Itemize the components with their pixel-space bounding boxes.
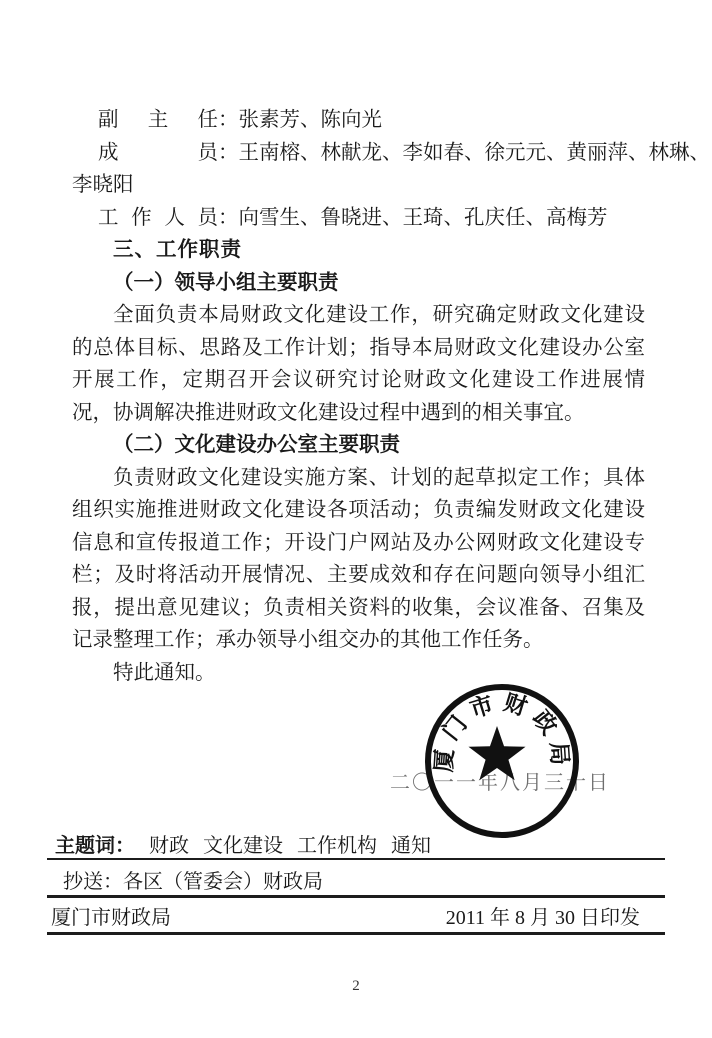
members-line <box>72 137 710 170</box>
subject-term: 工作机构 <box>297 835 377 857</box>
subsection-2-paragraph: 负责财政文化建设实施方案、计划的起草拟定工作；具体组织实施推进财政文化建设各项活动；负责编发财政文化建设信息和宣传报道工作；开设门户网站及办公网财政文化建设专栏；及时将活动开展情况、主要成效和存在问题向领导小组汇报，提出意见建议；负责相关资料的收集，会议准备、召集及记录整理工作；承办领导小组交办的其他工作任务。 <box>72 466 645 651</box>
subject-term: 通知 <box>391 835 431 857</box>
cc-value: 各区（管委会）财政局 <box>123 871 323 893</box>
section-heading-duties: 三、工作职责 <box>113 238 242 261</box>
footer-divider-middle <box>47 895 665 898</box>
subject-term: 文化建设 <box>203 835 283 857</box>
footer-divider-top <box>47 858 665 860</box>
document-body <box>72 104 710 689</box>
deputy-director-names: 张素芳、陈向光 <box>238 109 382 131</box>
deputy-director-line <box>72 104 645 137</box>
staff-label: 工作人员 <box>98 206 218 229</box>
issuer-name: 厦门市财政局 <box>51 907 171 929</box>
subject-keywords-label: 主题词： <box>55 835 135 857</box>
deputy-director-label: 副主任 <box>98 109 218 131</box>
colon: ： <box>218 141 239 164</box>
issuer-row <box>51 905 640 931</box>
staff-names: 向雪生、鲁晓进、王琦、孔庆任、高梅芳 <box>238 206 608 229</box>
colon: ： <box>218 109 239 131</box>
cc-label: 抄送： <box>63 871 123 893</box>
subsection-2-title: （二）文化建设办公室主要职责 <box>113 434 400 456</box>
subsection-1-paragraph: 全面负责本局财政文化建设工作，研究确定财政文化建设的总体目标、思路及工作计划；指导本局财政文化建设办公室开展工作，定期召开会议研究讨论财政文化建设工作进展情况，协调解决推进财政文化建设过程中遇到的相关事宜。 <box>72 304 645 424</box>
members-names-line1: 王南榕、林献龙、李如春、徐元元、黄丽萍、林琳、 <box>238 141 710 164</box>
subsection-1-title: （一）领导小组主要职责 <box>113 271 339 294</box>
official-seal <box>420 679 588 847</box>
seal-star-icon <box>468 726 525 780</box>
staff-line <box>72 202 645 235</box>
members-label: 成员 <box>98 141 218 164</box>
signature-date: 二〇一一年八月三十日 <box>390 772 610 794</box>
footer-divider-bottom <box>47 932 665 935</box>
seal-text: 厦门市财政局 <box>431 689 573 773</box>
members-names-line2: 李晓阳 <box>72 174 134 196</box>
closing-line: 特此通知。 <box>113 661 216 684</box>
page-number: 2 <box>352 978 360 994</box>
print-date: 2011 年 8 月 30 日印发 <box>445 907 640 929</box>
colon: ： <box>218 206 239 229</box>
cc-row <box>63 869 653 895</box>
subject-term: 财政 <box>149 835 189 857</box>
